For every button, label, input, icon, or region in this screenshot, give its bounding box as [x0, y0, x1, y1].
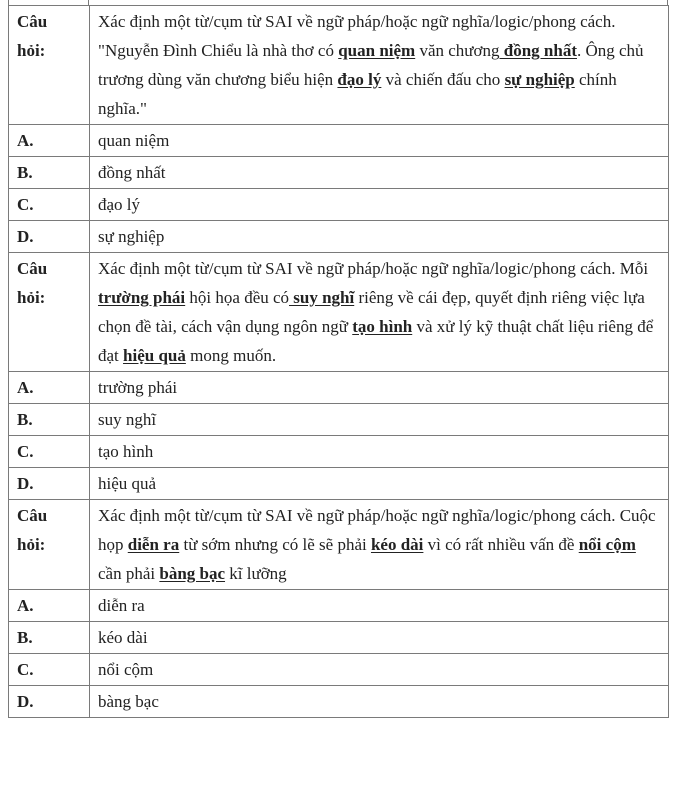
question-text [90, 500, 669, 590]
option-text: kéo dài [90, 622, 669, 654]
question-text-segment: từ sớm nhưng có lẽ sẽ phải [179, 535, 371, 554]
question-text [90, 6, 669, 125]
highlighted-phrase: bàng bạc [159, 564, 226, 583]
highlighted-phrase: hiệu quả [123, 346, 186, 365]
option-text: hiệu quả [90, 468, 669, 500]
highlighted-phrase: nổi cộm [578, 535, 636, 554]
highlighted-phrase: đồng nhất [499, 41, 577, 60]
question-label [9, 500, 90, 590]
option-text: tạo hình [90, 436, 669, 468]
question-text-segment: cần phải [98, 564, 160, 583]
answer-option-row[interactable] [9, 654, 669, 686]
option-letter: C. [9, 436, 90, 468]
question-text-segment: chính nghĩa." [98, 70, 617, 118]
question-text-segment: kĩ lưỡng [225, 564, 287, 583]
answer-option-row[interactable] [9, 436, 669, 468]
question-row [9, 500, 669, 590]
question-text-segment: . Ông chủ trương dùng văn chương biểu hiện [98, 41, 644, 89]
option-letter: D. [9, 468, 90, 500]
option-letter: A. [9, 590, 90, 622]
highlighted-phrase: suy nghĩ [289, 288, 355, 307]
option-letter: C. [9, 654, 90, 686]
answer-option-row[interactable] [9, 189, 669, 221]
question-text-segment: mong muốn. [185, 346, 277, 365]
option-text: nổi cộm [90, 654, 669, 686]
option-text: quan niệm [90, 125, 669, 157]
highlighted-phrase: quan niệm [338, 41, 416, 60]
option-letter: C. [9, 189, 90, 221]
answer-option-row[interactable] [9, 590, 669, 622]
question-text-segment: riêng về cái đẹp, quyết định riêng việc lựa chọn đề tài, cách vận dụng ngôn ngữ [98, 288, 645, 336]
question-label-text: hỏi: [17, 535, 46, 554]
highlighted-phrase: trường phái [98, 288, 186, 307]
answer-option-row[interactable] [9, 404, 669, 436]
question-label-text: Câu [17, 12, 48, 31]
option-letter: B. [9, 404, 90, 436]
option-text: đồng nhất [90, 157, 669, 189]
question-text-segment: và chiến đấu cho [381, 70, 505, 89]
question-text-segment: và xử lý kỹ thuật chất liệu riêng để đạt [98, 317, 654, 365]
highlighted-phrase: diễn ra [127, 535, 180, 554]
question-row [9, 253, 669, 372]
question-text-segment: Xác định một từ/cụm từ SAI về ngữ pháp/hoặc ngữ nghĩa/logic/phong cách. "Nguyễn Đình Chiểu là nhà thơ có [98, 12, 616, 60]
option-letter: D. [9, 686, 90, 718]
quiz-table [8, 5, 669, 718]
question-text-segment: văn chương [415, 41, 500, 60]
question-text-segment: Xác định một từ/cụm từ SAI về ngữ pháp/hoặc ngữ nghĩa/logic/phong cách. Cuộc họp [98, 506, 656, 554]
option-letter: B. [9, 622, 90, 654]
highlighted-phrase: kéo dài [370, 535, 424, 554]
answer-option-row[interactable] [9, 221, 669, 253]
highlighted-phrase: tạo hình [352, 317, 413, 336]
option-text: trường phái [90, 372, 669, 404]
question-text [90, 253, 669, 372]
answer-option-row[interactable] [9, 622, 669, 654]
option-text: diễn ra [90, 590, 669, 622]
question-label-text: Câu [17, 506, 48, 525]
option-text: đạo lý [90, 189, 669, 221]
highlighted-phrase: đạo lý [337, 70, 382, 89]
question-label [9, 253, 90, 372]
question-label-text: hỏi: [17, 288, 46, 307]
question-label [9, 6, 90, 125]
highlighted-phrase: sự nghiệp [504, 70, 575, 89]
question-label-text: Câu [17, 259, 48, 278]
option-letter: B. [9, 157, 90, 189]
option-text: bàng bạc [90, 686, 669, 718]
question-text-segment: vì có rất nhiều vấn đề [423, 535, 579, 554]
answer-option-row[interactable] [9, 372, 669, 404]
option-letter: D. [9, 221, 90, 253]
question-row [9, 6, 669, 125]
question-text-segment: hội họa đều có [185, 288, 290, 307]
question-label-text: hỏi: [17, 41, 46, 60]
answer-option-row[interactable] [9, 125, 669, 157]
answer-option-row[interactable] [9, 468, 669, 500]
option-letter: A. [9, 125, 90, 157]
answer-option-row[interactable] [9, 686, 669, 718]
option-letter: A. [9, 372, 90, 404]
option-text: suy nghĩ [90, 404, 669, 436]
answer-option-row[interactable] [9, 157, 669, 189]
option-text: sự nghiệp [90, 221, 669, 253]
question-text-segment: Xác định một từ/cụm từ SAI về ngữ pháp/hoặc ngữ nghĩa/logic/phong cách. Mỗi [98, 259, 649, 278]
